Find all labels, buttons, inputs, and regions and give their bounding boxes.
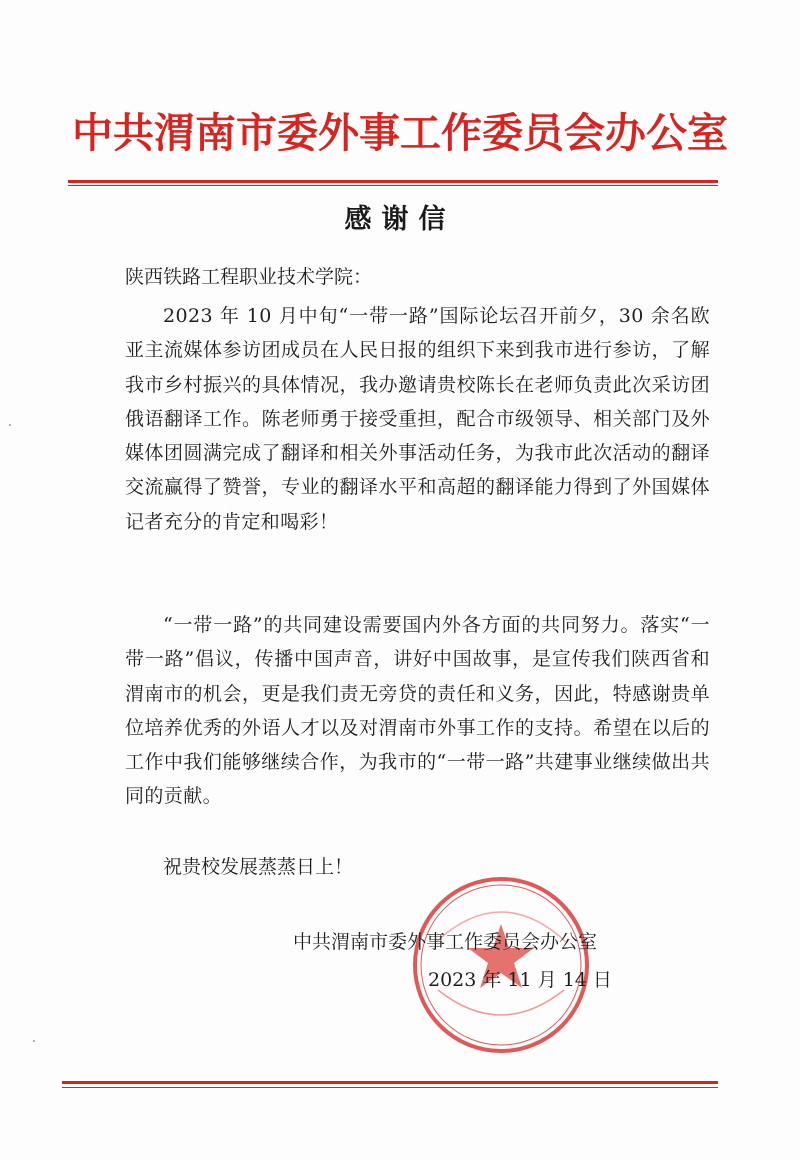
scan-speck <box>9 424 11 426</box>
letterhead-org-name: 中共渭南市委外事工作委员会办公室 <box>72 109 728 157</box>
letter-salutation: 陕西铁路工程职业技术学院： <box>125 266 373 288</box>
letter-signatory: 中共渭南市委外事工作委员会办公室 <box>293 931 598 953</box>
letterhead-rule-thick <box>68 180 718 183</box>
letter-date: 2023 年 11 月 14 日 <box>428 969 612 991</box>
letter-title: 感谢信 <box>344 204 456 235</box>
letterhead-rule-thin <box>68 185 718 186</box>
letter-paragraph-2: “一带一路”的共同建设需要国内外各方面的共同努力。落实“一带一路”倡议，传播中国声音，讲好中国故事，是宣传我们陕西省和渭南市的机会，更是我们责无旁贷的责任和义务，因此，特感谢贵单位培养优秀的外语人才以及对渭南市外事工作的支持。希望在以后的工作中我们能够继续合作，为我市的“一带一路”共建事业继续做出共同的贡献。 <box>125 614 710 808</box>
footer-rule-thin <box>62 1087 718 1088</box>
letter-closing: 祝贵校发展蒸蒸日上！ <box>163 856 354 878</box>
letter-paragraph-1: 2023 年 10 月中旬“一带一路”国际论坛召开前夕，30 余名欧亚主流媒体参访团成员在人民日报的组织下来到我市进行参访，了解我市乡村振兴的具体情况，我办邀请贵校陈长在老师负责此次采访团俄语翻译工作。陈老师勇于接受重担，配合市级领导、相关部门及外媒体团圆满完成了翻译和相关外事活动任务，为我市此次活动的翻译交流赢得了赞誉，专业的翻译水平和高超的翻译能力得到了外国媒体记者充分的肯定和喝彩！ <box>125 305 710 533</box>
footer-rule-thick <box>62 1081 718 1084</box>
scan-speck <box>33 1040 35 1042</box>
